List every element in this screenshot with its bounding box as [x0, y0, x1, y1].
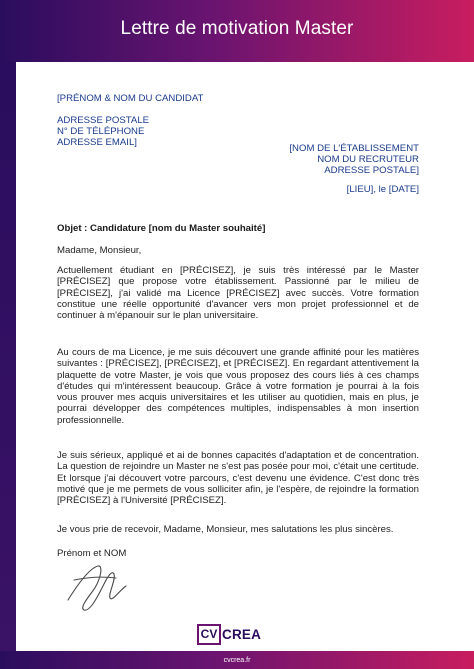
sender-blank-line — [57, 104, 357, 115]
letter-greeting: Madame, Monsieur, — [57, 245, 142, 256]
recipient-recruiter-line: NOM DU RECRUTEUR — [317, 154, 419, 165]
logo-mark: CV — [197, 624, 221, 645]
place-date: [LIEU], le [DATE] — [346, 184, 419, 195]
logo-text: CREA — [222, 626, 262, 642]
letter-subject: Objet : Candidature [nom du Master souhaité] — [57, 223, 266, 234]
sender-phone-line: N° DE TÉLÉPHONE — [57, 126, 145, 137]
recipient-address-block — [258, 143, 419, 176]
footer-banner — [0, 651, 474, 669]
sender-name-line: [PRÉNOM & NOM DU CANDIDAT — [57, 93, 204, 104]
recipient-postal-line: ADRESSE POSTALE] — [324, 165, 419, 176]
sender-address-block — [57, 93, 357, 148]
sender-postal-line: ADRESSE POSTALE — [57, 115, 150, 126]
recipient-institution-line: [NOM DE L'ÉTABLISSEMENT — [289, 143, 419, 154]
signature-scribble-icon — [64, 560, 134, 615]
signature-name: Prénom et NOM — [57, 548, 127, 559]
sender-email-line: ADRESSE EMAIL] — [57, 137, 137, 148]
page-title: Lettre de motivation Master — [120, 18, 354, 39]
header-banner — [0, 0, 474, 62]
letter-closing: Je vous prie de recevoir, Madame, Monsieur, mes salutations les plus sincères. — [57, 524, 394, 535]
cvcrea-logo — [197, 623, 261, 645]
letter-paragraph-3: Je suis sérieux, appliqué et ai de bonnes capacités d'adaptation et de concentration. La question de rejoindre un Master ne s'est pas posée pour moi, c'était une certitude. Et lorsque j'ai découvert votre parcours, c'est devenu une évidence. C'est donc très motivé que je me permets de vous solliciter afin, je l'espère, de rejoindre la formation [PRÉCISEZ] à l'Université [PRÉCISEZ]. — [57, 450, 419, 507]
footer-url: cvcrea.fr — [223, 656, 251, 664]
letter-paragraph-1: Actuellement étudiant en [PRÉCISEZ], je suis très intéressé par le Master [PRÉCISEZ] que propose votre établissement. Passionné par le milieu de [PRÉCISEZ], j'ai validé ma Licence [PRÉCISEZ] avec succès. Votre formation constitue une réelle opportunité d'avancer vers mon projet professionnel et de continuer à m'épanouir sur le plan universitaire. — [57, 265, 419, 322]
left-accent-stripe — [0, 62, 16, 651]
letter-paragraph-2: Au cours de ma Licence, je me suis découvert une grande affinité pour les matières suivantes : [PRÉCISEZ], [PRÉCISEZ], et [PRÉCISEZ]. En regardant attentivement la plaquette de votre Master, je vois que vous proposez des cours liés à ces champs d'études qui m'intéressent beaucoup. Grâce à votre formation je pourrai à la fois vous prouver mes acquis universitaires et les utiliser au quotidien, mais en plus, je pourrai développer des compétences multiples, indispensables à mon insertion professionnelle. — [57, 347, 419, 426]
